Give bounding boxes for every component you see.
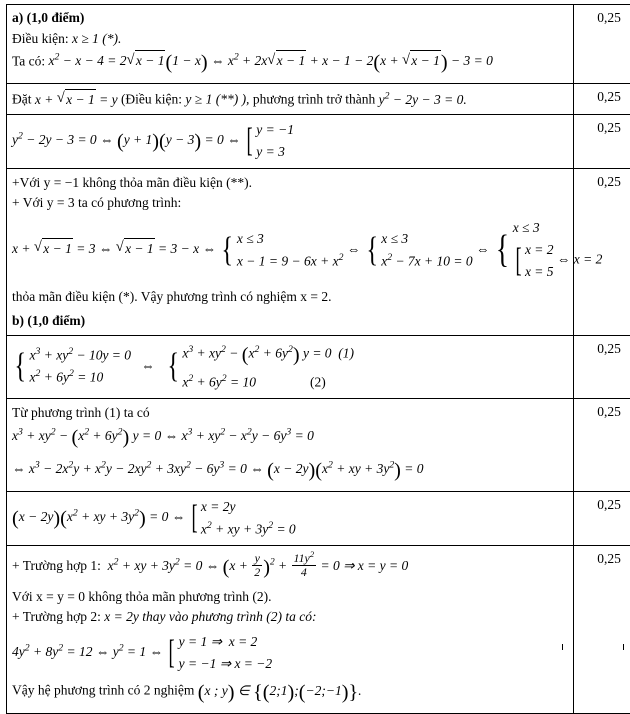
becomes-label: phương trình trở thành	[253, 92, 375, 107]
score-b3: 0,25	[574, 545, 630, 713]
system-3: { x ≤ 3 [ x = 2 x = 5 ⇔ x = 2	[493, 217, 603, 284]
table-row	[7, 545, 630, 713]
eq1-derivation-cell	[7, 398, 574, 491]
case-y-3-solution: x + √ x − 1 = 3 ⇔ √ x − 1 = 3 − x ⇔ { x ≤ 3 $x - 1 = 9 - 6x + x^2$ ⇔ { x ≤ 3 $x^2 - 7x + 10 = 0$ ⇔ { x ≤ 3 [ x = 2 x = 5 ⇔ x = 2	[12, 217, 568, 284]
score-a4: 0,25	[574, 168, 630, 335]
roots-bracket: [ y = −1 y = 3	[244, 119, 294, 162]
system-1: { x ≤ 3 $x - 1 = 9 - 6x + x^2$	[219, 228, 343, 272]
substitution-expression: x + √ x − 1 = y	[35, 92, 118, 107]
column-divider	[562, 644, 563, 650]
part-a-cell	[7, 5, 574, 84]
conclusion-b-value: (x ; y) ∈ {(2;1);(−2;−1)}.	[198, 683, 362, 698]
case2-text: x = 2y thay vào phương trình (2) ta có:	[104, 609, 316, 624]
table-row	[7, 115, 630, 168]
system-2: { x ≤ 3 $x^2 - 7x + 10 = 0$	[364, 228, 473, 272]
quadratic-solution	[12, 119, 568, 162]
roots-bracket-2: [ x = 2 x = 5	[513, 239, 554, 282]
set-condition-value: y ≥ 1 (**) ),	[185, 92, 249, 107]
case2-line	[12, 607, 568, 627]
case2-roots-bracket: [ y = 1 ⇒ x = 2 y = −1 ⇒ x = −2	[166, 631, 272, 674]
substitution-line	[12, 88, 568, 109]
case-y-neg1: +Với y = −1 không thỏa mãn điều kiện (**).	[12, 173, 568, 193]
part-a-equation-1	[12, 49, 568, 78]
factor-cases-line: $(x - 2y)(x^2$ + xy + $3y^2) = 0$ ⇔ [ x = 2y $x^2$ + xy + $3y^2 = 0$	[12, 496, 568, 540]
quadratic-expression: $y^2 - 2y - 3 = 0$ ⇔ (y + 1)(y − 3) = 0 ⇔	[12, 132, 244, 147]
transformed-equation: $y^2 - 2y - 3 = 0$.	[379, 92, 467, 107]
condition-label: Điều kiện:	[12, 31, 69, 46]
table-row	[7, 335, 630, 398]
factor-bracket: [ x = 2y $x^2$ + xy + $3y^2 = 0$	[189, 496, 296, 540]
part-a-condition	[12, 29, 568, 49]
table-row	[7, 5, 630, 84]
case1-expression: $x^2$ + xy + $3y^2 = 0$ ⇔ (x + $\frac{y}{2}$ )$^2$ + $\frac{11y^2}{4}$ = 0 ⇒ x = y = 0	[104, 558, 408, 573]
part-b-heading: b) (1,0 điểm)	[12, 311, 568, 331]
score-b2: 0,25	[574, 492, 630, 546]
part-a-heading: a) (1,0 điểm)	[12, 8, 568, 28]
conclusion-a: thỏa mãn điều kiện (*). Vậy phương trình có nghiệm x = 2.	[12, 287, 568, 307]
from-eq1-label: Từ phương trình (1) ta có	[12, 403, 568, 423]
case2-label: + Trường hợp 2:	[12, 609, 101, 624]
table-row	[7, 398, 630, 491]
case2-solution: $4y^2 + 8y^2 = 12$ ⇔ $y^2 = 1$ ⇔ [ y = 1 ⇒ x = 2 y = −1 ⇒ x = −2	[12, 631, 568, 674]
table-row	[7, 492, 630, 546]
system-b-line: { $x^3 + xy^2 - 10y = 0$ $x^2 + 6y^2 = 10$ ⇔ { $x^3 + xy^2 - (x^2 + 6y^2) y = 0$ (1) $x^2 + 6y^2 = 10$ (2)	[12, 340, 568, 393]
eq1-step-2: ⇔ $x^3 - 2x^2y + x^2y - 2xy^2 + 3xy^2 - 6y^3 = 0$ ⇔ $(x - 2y)(x^2$ + xy + $3y^2) = 0$	[12, 457, 568, 486]
case1-label: + Trường hợp 1:	[12, 558, 101, 573]
solution-table	[6, 4, 630, 714]
set-label: Đặt	[12, 92, 32, 107]
score-b0: 0,25	[574, 335, 630, 398]
system-b-original: { $x^3 + xy^2 - 10y = 0$ $x^2 + 6y^2 = 10$	[12, 344, 131, 388]
system-b-transformed: { $x^3 + xy^2 - (x^2 + 6y^2) y = 0$ (1) $x^2 + 6y^2 = 10$ (2)	[165, 340, 354, 393]
eq1-step-1: $x^3 + xy^2 - (x^2 + 6y^2) y = 0$ ⇔ $x^3 + xy^2 - x^2y - 6y^3 = 0$	[12, 423, 568, 452]
score-a2: 0,25	[574, 84, 630, 115]
score-b1: 0,25	[574, 398, 630, 491]
case-y-3: + Với y = 3 ta có phương trình:	[12, 193, 568, 213]
quadratic-solution-cell	[7, 115, 574, 168]
conclusion-b	[12, 678, 568, 707]
condition-value: x ≥ 1 (*).	[72, 31, 121, 46]
score-a3: 0,25	[574, 115, 630, 168]
table-row	[7, 84, 630, 115]
substitution-cell	[7, 84, 574, 115]
case1-check: Với x = y = 0 không thỏa mãn phương trình (2).	[12, 587, 568, 607]
case-y3-expression: x + √ x − 1 = 3 ⇔ √ x − 1 = 3 − x ⇔	[12, 241, 219, 256]
system-b-cell	[7, 335, 574, 398]
conclusion-b-label: Vậy hệ phương trình có 2 nghiệm	[12, 683, 194, 698]
final-cases-cell	[7, 545, 574, 713]
case-analysis-cell	[7, 168, 574, 335]
case1-line	[12, 550, 568, 583]
score-a1: 0,25	[574, 5, 630, 84]
table-row	[7, 168, 630, 335]
have-label: Ta có:	[12, 53, 45, 68]
equation-expression: $x^2 - x - 4 = 2$ √ x − 1(1 − x) ⇔ $x^2 + 2x$ √ x − 1 + x − 1 − 2(x + √ x − 1) − 3 = 0	[49, 53, 493, 68]
factor-cases-cell	[7, 492, 574, 546]
set-condition: (Điều kiện:	[121, 92, 182, 107]
table-continuation	[6, 644, 624, 650]
